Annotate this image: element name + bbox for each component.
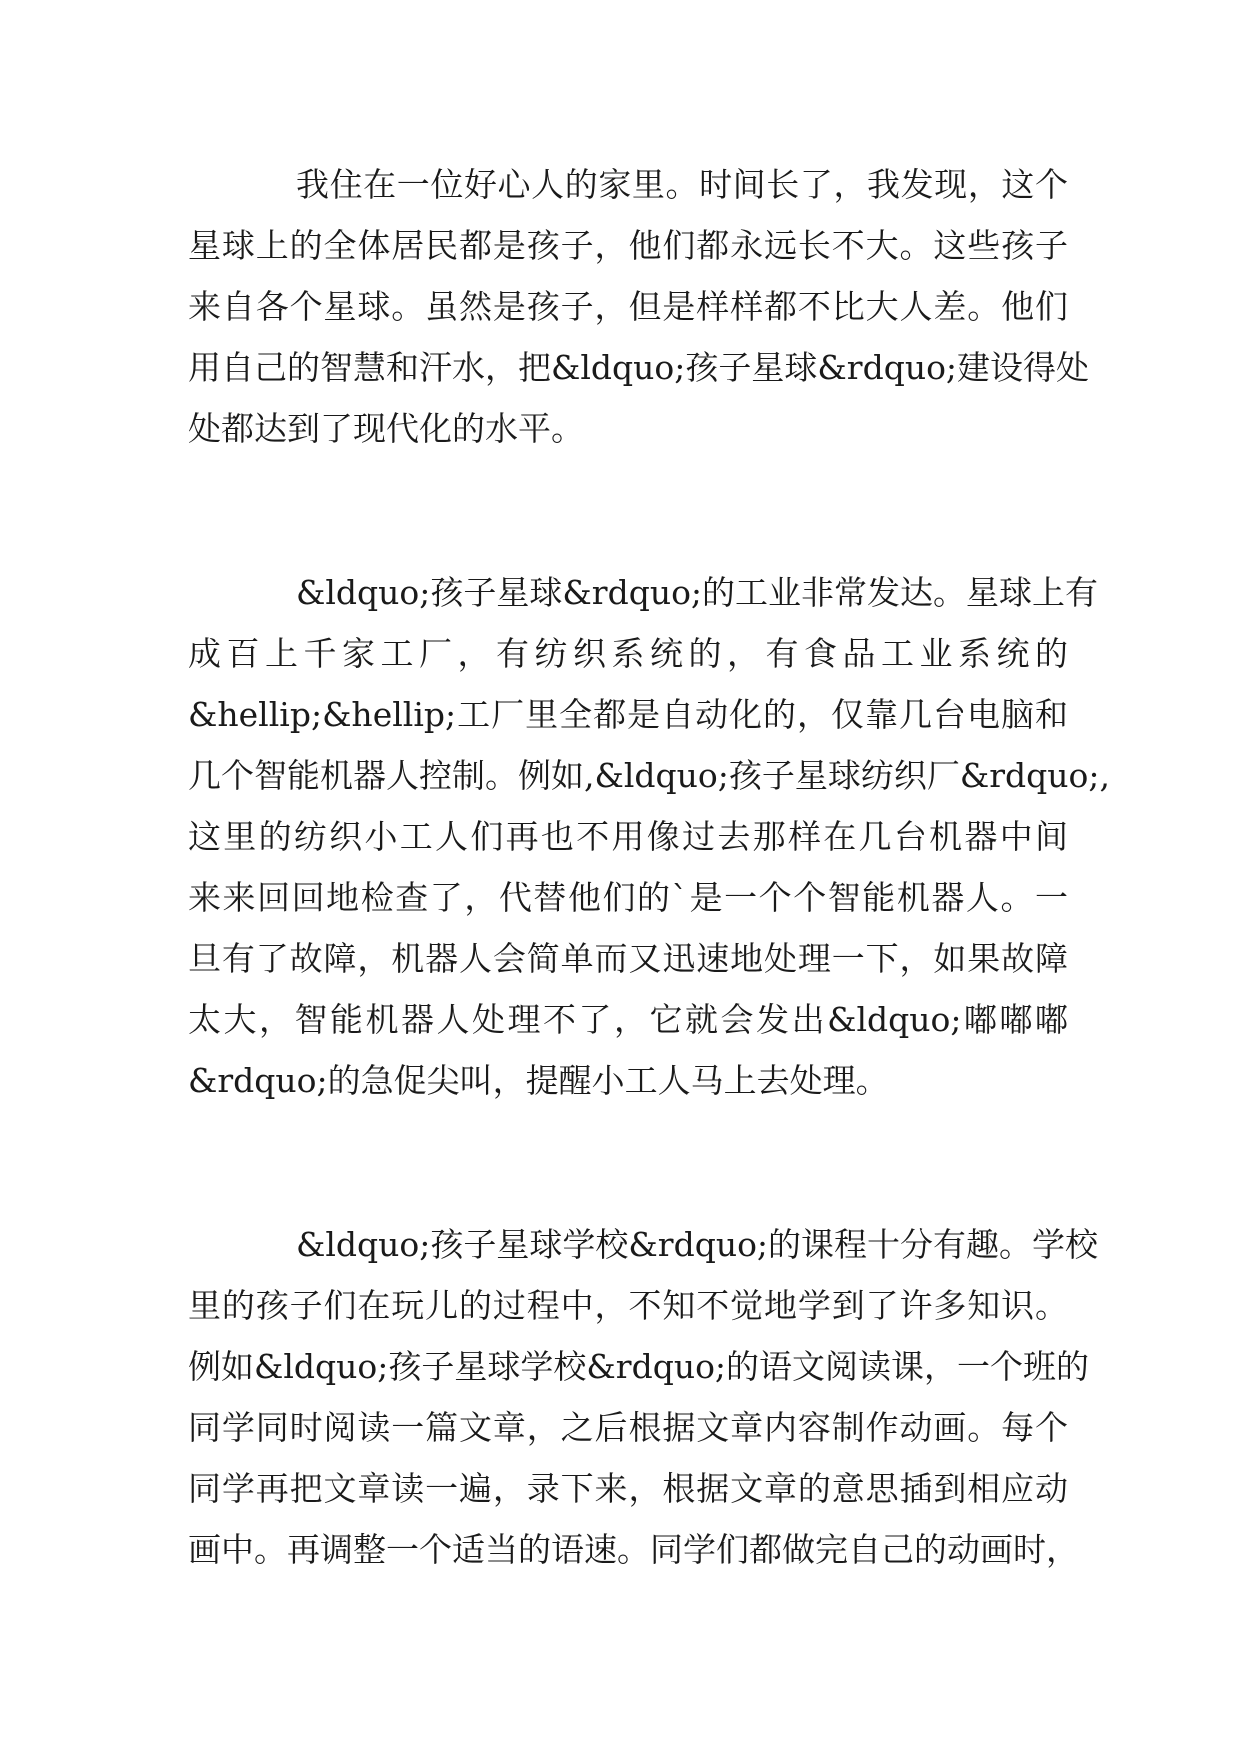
paragraph-2 (188, 562, 1111, 1111)
text-line: 同学再把文章读一遍，录下来，根据文章的意思插到相应动 (188, 1469, 1068, 1508)
text-line: &ldquo;孩子星球&rdquo;的工业非常发达。星球上有 (296, 573, 1099, 612)
paragraph-1 (188, 154, 1090, 459)
text-line: 这里的纺织小工人们再也不用像过去那样在几台机器中间 (188, 817, 1068, 856)
text-line: 成百上千家工厂，有纺织系统的，有食品工业系统的 (188, 634, 1068, 673)
text-line: 我住在一位好心人的家里。时间长了，我发现，这个 (296, 165, 1068, 204)
text-line: 例如&ldquo;孩子星球学校&rdquo;的语文阅读课，一个班的 (188, 1347, 1090, 1386)
text-line: 画中。再调整一个适当的语速。同学们都做完自己的动画时， (188, 1530, 1079, 1569)
text-line: 来来回回地检查了，代替他们的`是一个个智能机器人。一 (188, 878, 1068, 917)
text-line: &rdquo;的急促尖叫，提醒小工人马上去处理。 (188, 1061, 889, 1100)
text-line: 星球上的全体居民都是孩子，他们都永远长不大。这些孩子 (188, 226, 1068, 265)
text-line: 用自己的智慧和汗水，把&ldquo;孩子星球&rdquo;建设得处 (188, 348, 1090, 387)
text-line: 处都达到了现代化的水平。 (188, 409, 584, 448)
text-line: 旦有了故障，机器人会简单而又迅速地处理一下，如果故障 (188, 939, 1068, 978)
text-line: 同学同时阅读一篇文章，之后根据文章内容制作动画。每个 (188, 1408, 1068, 1447)
text-line: &hellip;&hellip;工厂里全都是自动化的，仅靠几台电脑和 (188, 695, 1068, 734)
text-line: 来自各个星球。虽然是孩子，但是样样都不比大人差。他们 (188, 287, 1068, 326)
paragraph-3 (188, 1214, 1099, 1580)
text-line: 几个智能机器人控制。例如,&ldquo;孩子星球纺织厂&rdquo;, (188, 756, 1111, 795)
text-line: &ldquo;孩子星球学校&rdquo;的课程十分有趣。学校 (296, 1225, 1099, 1264)
text-line: 太大，智能机器人处理不了，它就会发出&ldquo;嘟嘟嘟 (188, 1000, 1068, 1039)
text-line: 里的孩子们在玩儿的过程中，不知不觉地学到了许多知识。 (188, 1286, 1068, 1325)
